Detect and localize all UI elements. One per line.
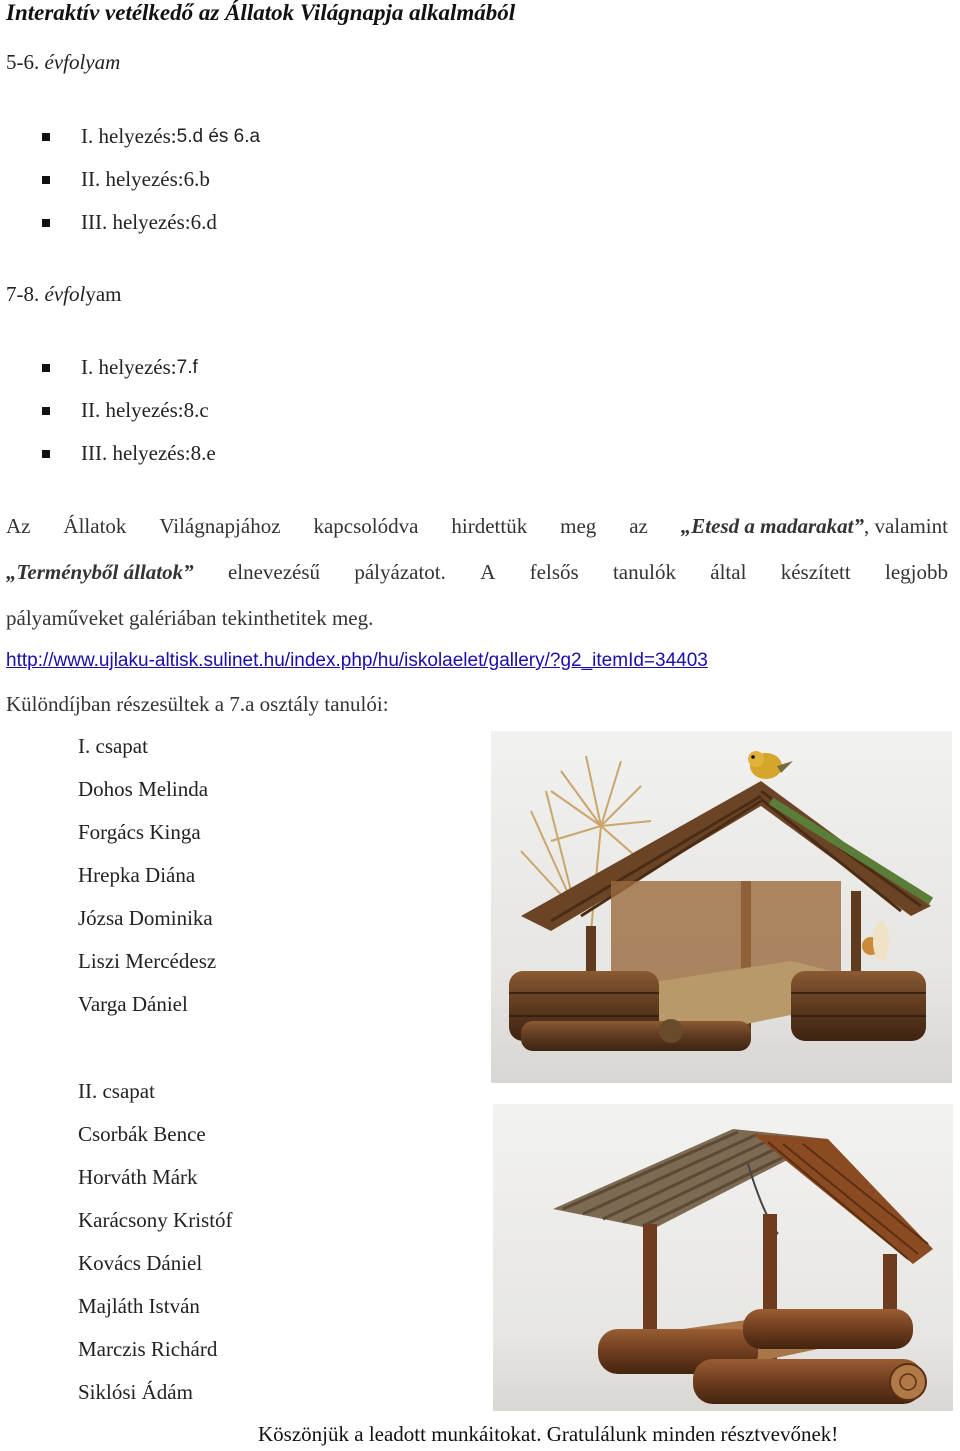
paragraph-line-2: „Terményből állatok” elnevezésű pályázatot. A felsős tanulók által készített legjobb	[6, 560, 948, 584]
list-item: Varga Dániel	[78, 992, 188, 1016]
contest-name: „Terményből állatok”	[6, 560, 194, 584]
list-item: II. helyezés: 6.b	[42, 167, 210, 192]
square-bullet-icon	[42, 219, 50, 227]
list-item: Kovács Dániel	[78, 1251, 203, 1275]
square-bullet-icon	[42, 450, 50, 458]
list-item: I. helyezés: 5.d és 6.a	[42, 124, 260, 149]
bird-feeder-photo-2	[493, 1104, 953, 1411]
grade-heading-5-6: 5-6. évfolyam	[6, 50, 121, 74]
paragraph-line-3: pályaműveket galériában tekinthetitek meg.	[6, 606, 374, 630]
list-item: Csorbák Bence	[78, 1122, 206, 1146]
list-item: Hrepka Diána	[78, 863, 196, 887]
list-item: II. helyezés: 8.c	[42, 398, 209, 423]
grade-heading-7-8: 7-8. évfolyam	[6, 282, 122, 306]
paragraph-line-1: Az Állatok Világnapjához kapcsolódva hirdettük meg az „Etesd a madarakat”, valamint	[6, 514, 948, 538]
thank-you-footer: Köszönjük a leadott munkáitokat. Gratulálunk minden résztvevőnek!	[258, 1422, 839, 1446]
list-item: Forgács Kinga	[78, 820, 201, 844]
list-item: Józsa Dominika	[78, 906, 213, 930]
contest-name: „Etesd a madarakat”	[680, 514, 864, 538]
square-bullet-icon	[42, 133, 50, 141]
list-item: Liszi Mercédesz	[78, 949, 217, 973]
bird-feeder-photo-1	[491, 731, 952, 1083]
special-prize-heading: Különdíjban részesültek a 7.a osztály tanulói:	[6, 692, 389, 716]
list-item: Karácsony Kristóf	[78, 1208, 233, 1232]
gallery-link[interactable]: http://www.ujlaku-altisk.sulinet.hu/index.php/hu/iskolaelet/gallery/?g2_itemId=34403	[6, 650, 708, 671]
team-1-heading: I. csapat	[78, 734, 148, 758]
page-title: Interaktív vetélkedő az Állatok Világnapja alkalmából	[6, 0, 516, 25]
list-item: I. helyezés: 7.f	[42, 355, 198, 380]
list-item: III. helyezés: 6.d	[42, 210, 217, 235]
team-2-heading: II. csapat	[78, 1079, 155, 1103]
list-item: Majláth István	[78, 1294, 200, 1318]
list-item: III. helyezés: 8.e	[42, 441, 216, 466]
square-bullet-icon	[42, 176, 50, 184]
list-item: Horváth Márk	[78, 1165, 198, 1189]
list-item: Siklósi Ádám	[78, 1380, 193, 1404]
list-item: Dohos Melinda	[78, 777, 209, 801]
list-item: Marczis Richárd	[78, 1337, 218, 1361]
square-bullet-icon	[42, 364, 50, 372]
square-bullet-icon	[42, 407, 50, 415]
